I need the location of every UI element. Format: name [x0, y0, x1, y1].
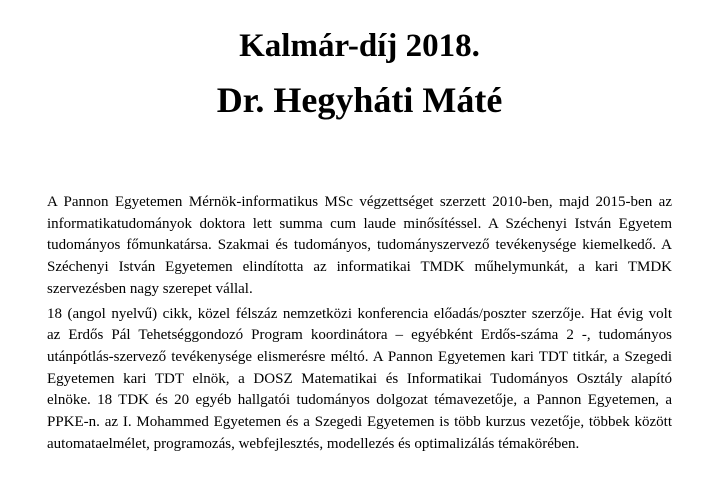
text-line: tudományos főmunkatársa. Szakmai és tudományos, tudományszervező tevékenysége kiemelkedő. A [47, 237, 672, 254]
text-line: Széchenyi István Egyetemen elindította az informatikai TMDK műhelymunkát, a kari TMDK [47, 259, 672, 276]
text-line: szervezésben nagy szerepet vállal. [47, 280, 253, 297]
paragraph-achievements [47, 304, 672, 456]
paragraph-bio [47, 192, 672, 301]
text-line: automataelmélet, programozás, webfejlesztés, modellezés és optimalizálás témakörében. [47, 435, 580, 452]
text-line: 18 (angol nyelvű) cikk, közel félszáz nemzetközi konferencia előadás/poszter szerzője. Hat évig volt [47, 305, 672, 322]
text-line: az Erdős Pál Tehetséggondozó Program koordinátora – egyébként Erdős-száma 2 -, tudományos [47, 327, 672, 344]
text-line: Egyetemen kari TDT elnök, a DOSZ Matematikai és Informatikai Tudományos Osztály alapító [47, 370, 672, 387]
text-line: A Pannon Egyetemen Mérnök-informatikus MSc végzettséget szerzett 2010-ben, majd 2015-ben az [47, 194, 672, 210]
document-title: Kalmár-díj 2018. [239, 28, 480, 64]
text-line: informatikatudományok doktora lett summa cum laude minősítéssel. A Széchenyi István Egyetem [47, 215, 672, 232]
text-line: elnöke. 18 TDK és 20 egyéb hallgatói tudományos dolgozat témavezetője, a Pannon Egyetemen, a [47, 392, 672, 409]
text-line: utánpótlás-szervező tevékenysége elismerésre méltó. A Pannon Egyetemen kari TDT titkár, a Szegedi [47, 348, 672, 365]
document-content [0, 26, 719, 455]
text-line: PPKE-n. az I. Mohammed Egyetemen és a Szegedi Egyetemen is több kurzus vezetője, többek között [47, 414, 672, 431]
document-subtitle: Dr. Hegyháti Máté [216, 80, 503, 120]
